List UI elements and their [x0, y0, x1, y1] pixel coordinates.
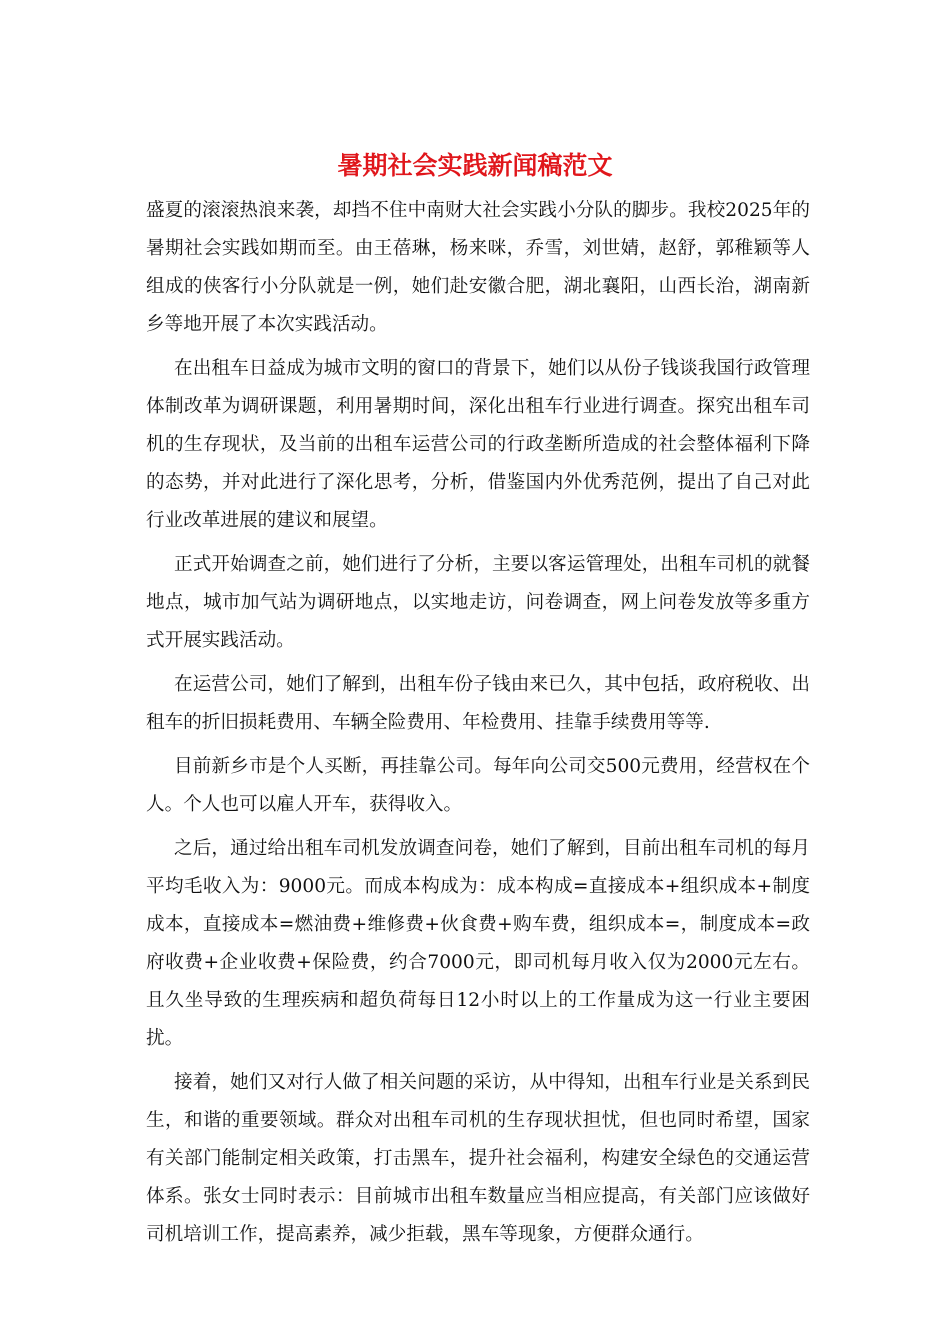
paragraph-background: 在出租车日益成为城市文明的窗口的背景下，她们以从份子钱谈我国行政管理体制改革为调研课题，利用暑期时间，深化出租车行业进行调查。探究出租车司机的生存现状，及当前的出租车运营公司的行政垄断所造成的社会整体福利下降的态势，并对此进行了深化思考，分析，借鉴国内外优秀范例，提出了自己对此行业改革进展的建议和展望。 — [146, 358, 810, 531]
paragraph-xinxiang: 目前新乡市是个人买断，再挂靠公司。每年向公司交500元费用，经营权在个人。个人也可以雇人开车，获得收入。 — [146, 756, 810, 815]
paragraph-survey: 之后，通过给出租车司机发放调查问卷，她们了解到，目前出租车司机的每月平均毛收入为：9000元。而成本构成为：成本构成=直接成本+组织成本+制度成本，直接成本=燃油费+维修费+伙食费+购车费，组织成本=，制度成本=政府收费+企业收费+保险费，约合7000元，即司机每月收入仅为2000元左右。且久坐导致的生理疾病和超负荷每日12小时以上的工作量成为这一行业主要困扰。 — [146, 838, 810, 1049]
paragraph-method: 正式开始调查之前，她们进行了分析，主要以客运管理处，出租车司机的就餐地点，城市加气站为调研地点，以实地走访，问卷调查，网上问卷发放等多重方式开展实践活动。 — [146, 554, 810, 651]
paragraph-intro: 盛夏的滚滚热浪来袭，却挡不住中南财大社会实践小分队的脚步。我校2025年的暑期社会实践如期而至。由王蓓琳，杨来咪，乔雪，刘世婧，赵舒，郭稚颖等人组成的侠客行小分队就是一例，她们赴安徽合肥，湖北襄阳，山西长治，湖南新乡等地开展了本次实践活动。 — [146, 200, 810, 335]
document-title: 暑期社会实践新闻稿范文 — [337, 151, 613, 180]
document-body — [146, 192, 810, 1260]
paragraph-company: 在运营公司，她们了解到，出租车份子钱由来已久，其中包括，政府税收、出租车的折旧损耗费用、车辆全险费用、年检费用、挂靠手续费用等等. — [146, 674, 810, 733]
paragraph-interview: 接着，她们又对行人做了相关问题的采访，从中得知，出租车行业是关系到民生，和谐的重要领域。群众对出租车司机的生存现状担忧，但也同时希望，国家有关部门能制定相关政策，打击黑车，提升社会福利，构建安全绿色的交通运营体系。张女士同时表示：目前城市出租车数量应当相应提高，有关部门应该做好司机培训工作，提高素养，减少拒载，黑车等现象，方便群众通行。 — [146, 1072, 810, 1245]
